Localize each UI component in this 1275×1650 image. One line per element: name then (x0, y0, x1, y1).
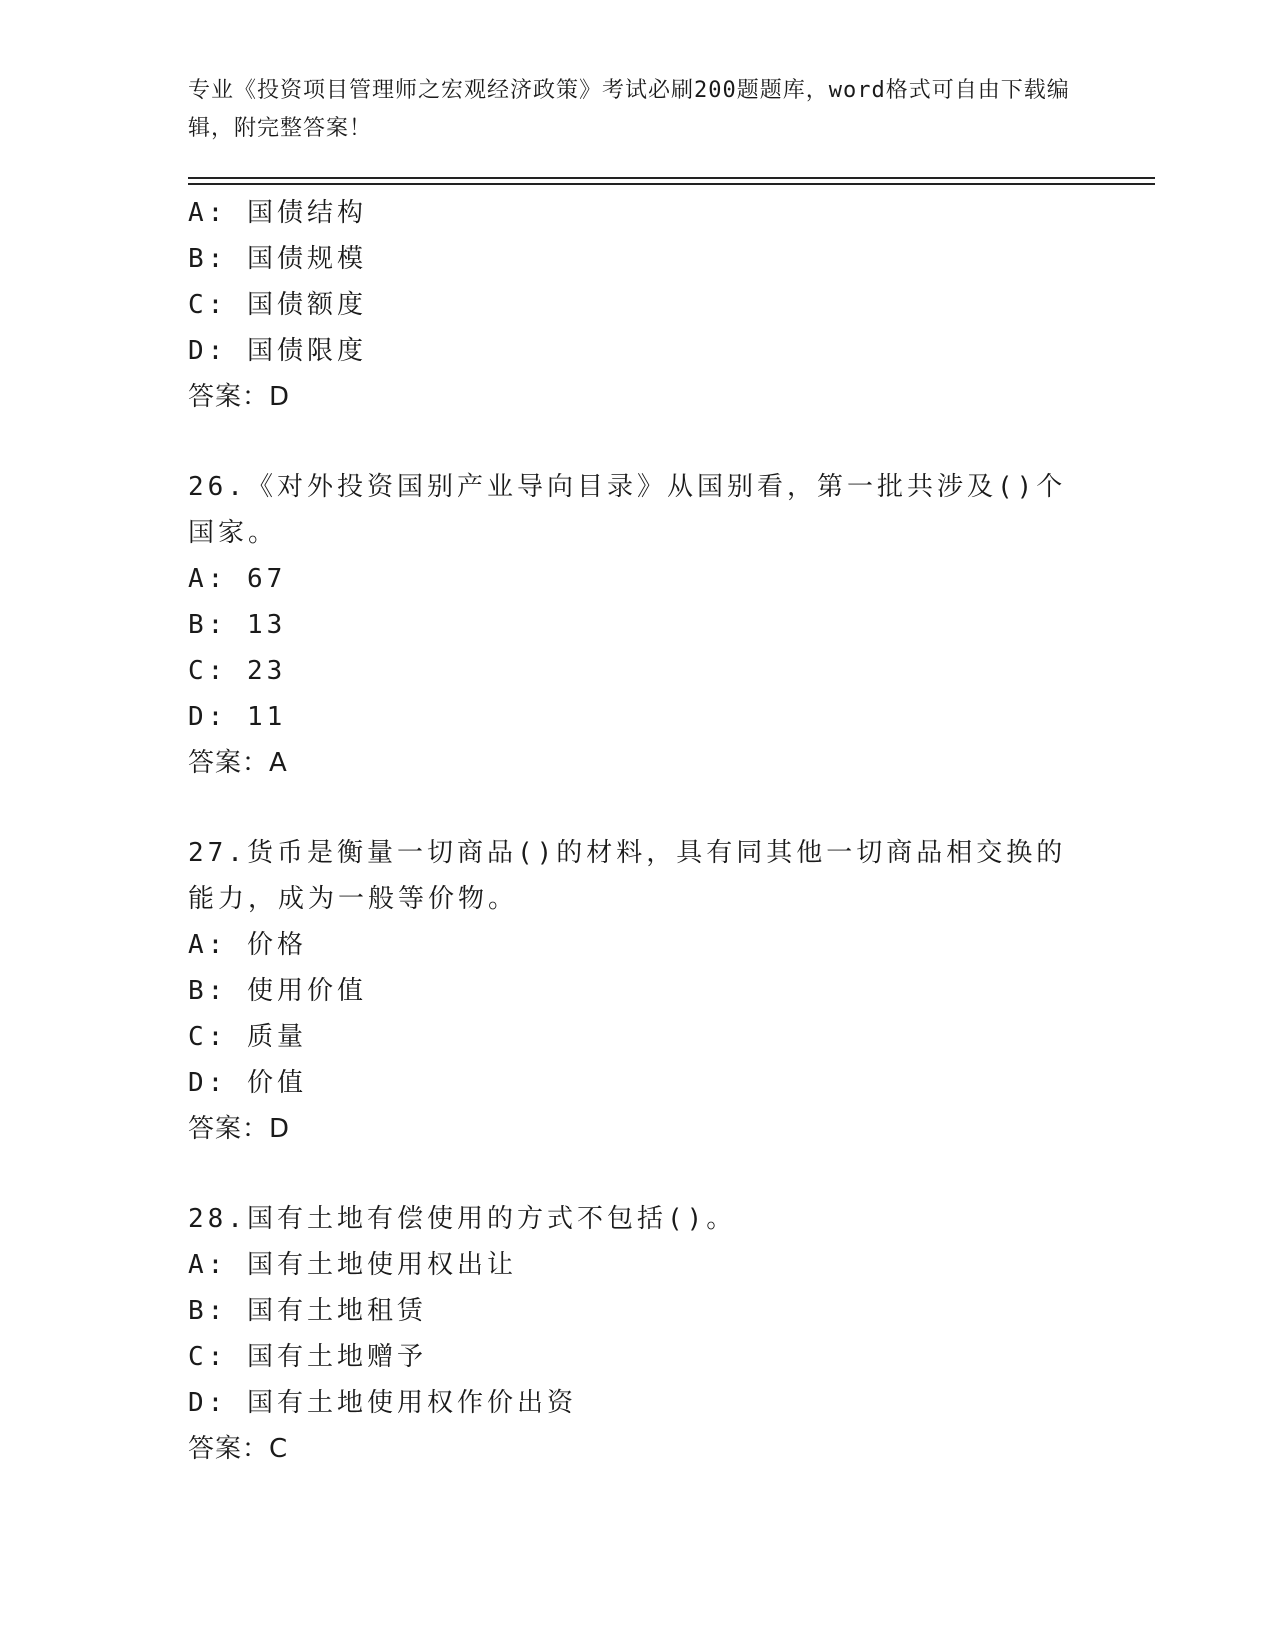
question-stem: 27.货币是衡量一切商品()的材料，具有同其他一切商品相交换的能力，成为一般等价物。 (188, 838, 1067, 914)
option-b (188, 236, 1088, 282)
answer-line: 答案：C (188, 1434, 289, 1464)
option-letter: A: (188, 198, 228, 228)
question-27 (188, 830, 1088, 1152)
answer-line: 答案：D (188, 1114, 291, 1144)
option-text: 国有土地租赁 (246, 1296, 427, 1326)
option-c (188, 1334, 1088, 1380)
header-rule-bottom (188, 183, 1155, 185)
option-b (188, 1288, 1088, 1334)
option-d (188, 1380, 1088, 1426)
question-continued (188, 190, 1088, 420)
option-letter: D: (188, 1068, 228, 1098)
option-c (188, 648, 1088, 694)
question-list (188, 190, 1088, 1472)
option-letter: D: (188, 1388, 228, 1418)
option-letter: A: (188, 1250, 228, 1280)
option-b (188, 968, 1088, 1014)
document-header: 专业《投资项目管理师之宏观经济政策》考试必刷200题题库，word格式可自由下载编辑，附完整答案！ (188, 78, 1070, 141)
option-letter: B: (188, 610, 228, 640)
option-text: 国债额度 (246, 290, 367, 320)
option-text: 国有土地使用权出让 (246, 1250, 517, 1280)
question-stem: 26.《对外投资国别产业导向目录》从国别看，第一批共涉及()个国家。 (188, 472, 1067, 548)
option-letter: B: (188, 1296, 228, 1326)
option-text: 11 (246, 702, 287, 732)
option-letter: A: (188, 930, 228, 960)
answer-line: 答案：A (188, 748, 288, 778)
option-text: 国有土地赠予 (246, 1342, 427, 1372)
option-text: 质量 (246, 1022, 307, 1052)
option-a (188, 1242, 1088, 1288)
option-letter: C: (188, 1022, 228, 1052)
option-letter: C: (188, 290, 228, 320)
option-text: 13 (246, 610, 287, 640)
option-c (188, 1014, 1088, 1060)
option-letter: D: (188, 336, 228, 366)
option-d (188, 328, 1088, 374)
option-c (188, 282, 1088, 328)
option-letter: B: (188, 976, 228, 1006)
option-text: 国债规模 (246, 244, 367, 274)
option-a (188, 556, 1088, 602)
option-letter: B: (188, 244, 228, 274)
question-26 (188, 464, 1088, 786)
option-letter: D: (188, 702, 228, 732)
option-d (188, 1060, 1088, 1106)
option-a (188, 190, 1088, 236)
header-rule-top (188, 177, 1155, 179)
option-d (188, 694, 1088, 740)
question-28 (188, 1196, 1088, 1472)
option-text: 国债结构 (246, 198, 367, 228)
option-letter: C: (188, 656, 228, 686)
option-b (188, 602, 1088, 648)
option-text: 价格 (246, 930, 307, 960)
option-text: 国债限度 (246, 336, 367, 366)
option-a (188, 922, 1088, 968)
option-text: 国有土地使用权作价出资 (246, 1388, 577, 1418)
question-stem: 28.国有土地有偿使用的方式不包括()。 (188, 1204, 737, 1234)
option-text: 使用价值 (246, 976, 367, 1006)
option-text: 23 (246, 656, 287, 686)
option-letter: C: (188, 1342, 228, 1372)
option-letter: A: (188, 564, 228, 594)
answer-line: 答案：D (188, 382, 291, 412)
option-text: 67 (246, 564, 287, 594)
option-text: 价值 (246, 1068, 307, 1098)
